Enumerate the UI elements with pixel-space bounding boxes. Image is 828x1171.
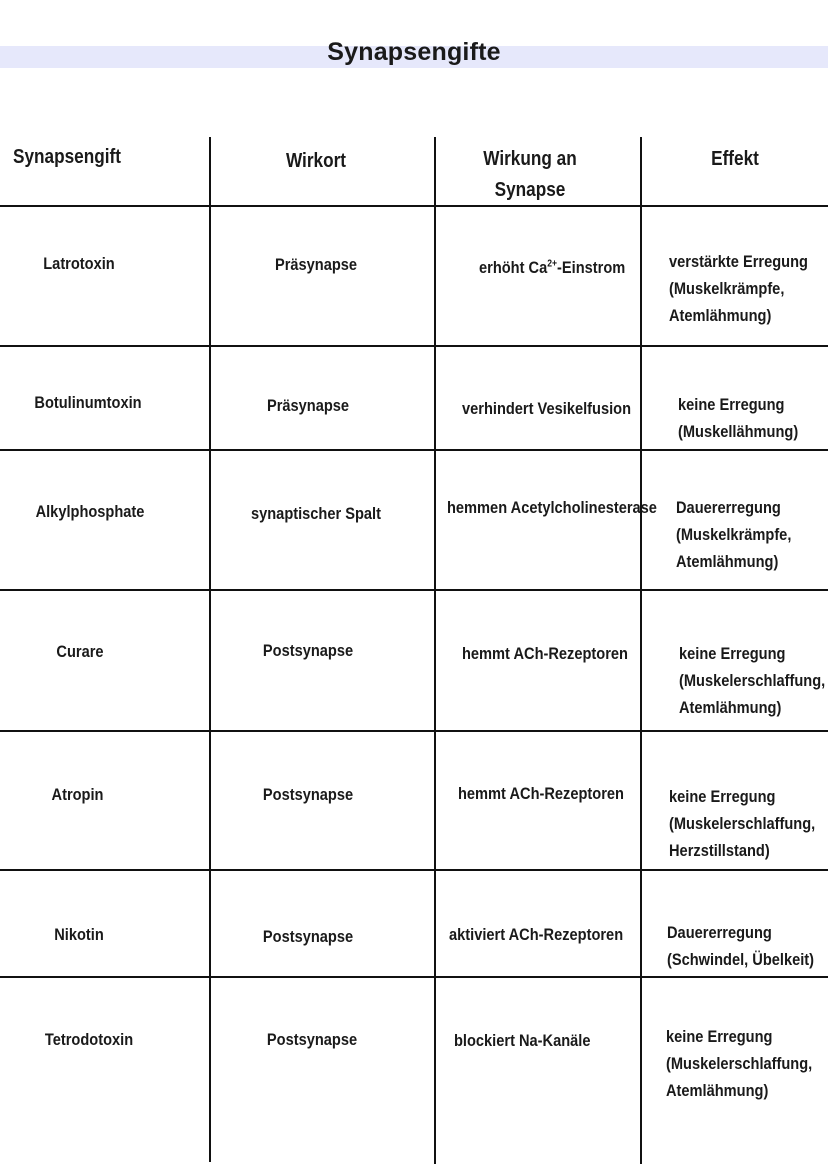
row-divider [0, 976, 828, 978]
cell-effekt-line: (Muskelerschlaffung, [666, 1054, 813, 1073]
cell-effekt-line: keine Erregung [669, 787, 776, 806]
row-divider [0, 205, 828, 207]
row-divider [0, 869, 828, 871]
cell-effekt-line: Dauererregung [676, 498, 781, 517]
header-synapsengift: Synapsengift [13, 146, 121, 168]
cell-effekt-line: Atemlähmung) [669, 306, 772, 325]
cell-gift: Latrotoxin [43, 254, 115, 273]
header-wirkung-line1: Wirkung an [483, 148, 577, 170]
cell-gift: Alkylphosphate [35, 502, 145, 521]
cell-effekt-line: Atemlähmung) [679, 698, 782, 717]
cell-effekt-line: Dauererregung [667, 923, 772, 942]
cell-wirkort: Postsynapse [262, 785, 354, 804]
cell-wirkort: Präsynapse [266, 396, 350, 415]
header-effekt: Effekt [711, 148, 759, 170]
row-divider [0, 730, 828, 732]
page-title: Synapsengifte [327, 38, 501, 66]
column-divider [640, 137, 642, 1164]
wirkung-text: erhöht Ca [479, 258, 548, 277]
row-divider [0, 345, 828, 347]
charge-superscript: 2+ [547, 258, 558, 270]
cell-gift: Tetrodotoxin [44, 1030, 134, 1049]
cell-effekt-line: Herzstillstand) [669, 841, 770, 860]
cell-effekt-line: Atemlähmung) [676, 552, 779, 571]
header-wirkort: Wirkort [285, 150, 347, 172]
cell-wirkort: synaptischer Spalt [250, 504, 381, 523]
cell-effekt-line: (Schwindel, Übelkeit) [667, 950, 815, 969]
row-divider [0, 589, 828, 591]
cell-wirkung: hemmt ACh-Rezeptoren [458, 784, 624, 803]
cell-effekt-line: (Muskellähmung) [678, 422, 799, 441]
cell-wirkung: hemmt ACh-Rezeptoren [462, 644, 628, 663]
cell-wirkort: Präsynapse [274, 255, 358, 274]
cell-wirkort: Postsynapse [266, 1030, 358, 1049]
cell-wirkort: Postsynapse [262, 641, 354, 660]
column-divider [434, 137, 436, 1164]
header-wirkung-line2: Synapse [494, 179, 566, 201]
cell-gift: Atropin [51, 785, 104, 804]
cell-wirkung: blockiert Na-Kanäle [454, 1031, 591, 1050]
cell-effekt-line: (Muskelerschlaffung, [669, 814, 816, 833]
cell-effekt-line: keine Erregung [666, 1027, 773, 1046]
cell-effekt-line: (Muskelerschlaffung, [679, 671, 826, 690]
cell-gift: Curare [56, 642, 104, 661]
cell-wirkung: hemmen Acetylcholinesterase [447, 498, 657, 517]
cell-effekt-line: verstärkte Erregung [669, 252, 808, 271]
cell-gift: Nikotin [54, 925, 104, 944]
row-divider [0, 449, 828, 451]
cell-effekt-line: (Muskelkrämpfe, [669, 279, 785, 298]
cell-wirkung: verhindert Vesikelfusion [462, 399, 632, 418]
cell-effekt-line: (Muskelkrämpfe, [676, 525, 792, 544]
cell-effekt-line: Atemlähmung) [666, 1081, 769, 1100]
cell-effekt-line: keine Erregung [679, 644, 786, 663]
column-divider [209, 137, 211, 1162]
cell-wirkung: aktiviert ACh-Rezeptoren [449, 925, 624, 944]
cell-effekt-line: keine Erregung [678, 395, 785, 414]
cell-gift: Botulinumtoxin [34, 393, 142, 412]
cell-wirkort: Postsynapse [262, 927, 354, 946]
cell-wirkung [479, 254, 625, 281]
wirkung-text-suffix: -Einstrom [557, 258, 626, 277]
